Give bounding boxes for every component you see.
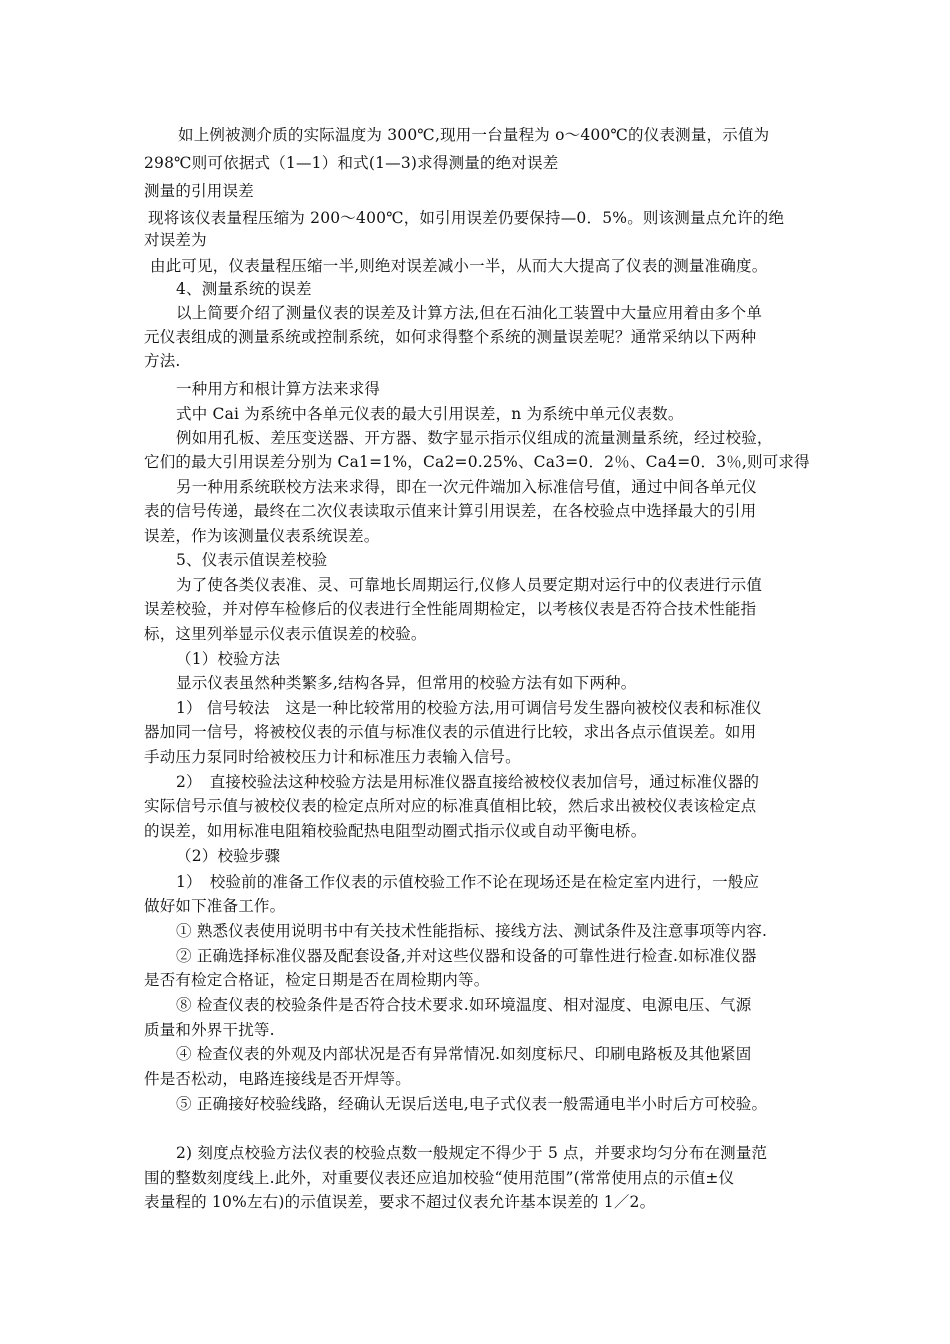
list-item: ④ 检查仪表的外观及内部状况是否有异常情况.如刻度标尺、印刷电路板及其他紧固: [176, 1045, 752, 1063]
paragraph-line: 由此可见，仪表量程压缩一半,则绝对误差减小一半，从而大大提高了仪表的测量准确度。: [150, 257, 768, 275]
paragraph-line: 器加同一信号，将被校仪表的示值与标准仪表的示值进行比较，求出各点示值误差。如用: [144, 723, 757, 741]
list-item: ⑤ 正确接好校验线路，经确认无误后送电,电子式仪表一般需通电半小时后方可校验。: [176, 1095, 768, 1113]
paragraph-line: 1） 校验前的准备工作仪表的示值校验工作不论在现场还是在检定室内进行，一般应: [176, 873, 760, 891]
paragraph-line: 2) 刻度点校验方法仪表的校验点数一般规定不得少于 5 点，并要求均匀分布在测量范: [176, 1144, 768, 1162]
list-item-continuation: 是否有检定合格证，检定日期是否在周检期内等。: [144, 971, 490, 989]
list-item-continuation: 件是否松动，电路连接线是否开焊等。: [144, 1070, 411, 1088]
paragraph-line: 表量程的 10%左右)的示值误差，要求不超过仪表允许基本误差的 1／2。: [144, 1193, 656, 1211]
paragraph-line: 方法.: [144, 352, 181, 370]
subsection-heading: （1）校验方法: [176, 650, 281, 668]
paragraph-line: 手动压力泵同时给被校压力计和标准压力表输入信号。: [144, 748, 521, 766]
list-item: ⑧ 检查仪表的校验条件是否符合技术要求.如环境温度、相对湿度、电源电压、气源: [176, 996, 752, 1014]
paragraph-line: 误差校验，并对停车检修后的仪表进行全性能周期检定，以考核仪表是否符合技术性能指: [144, 600, 757, 618]
paragraph-line: 测量的引用误差: [144, 182, 254, 200]
paragraph-line: 围的整数刻度线上.此外，对重要仪表还应追加校验“使用范围”(常常使用点的示值±仪: [144, 1169, 735, 1187]
paragraph-line: 它们的最大引用误差分别为 Ca1=1%，Ca2=0.25%、Ca3=0．2％、Ca4=0．3％,则可求得: [144, 453, 810, 471]
paragraph-line: 实际信号示值与被校仪表的检定点所对应的标准真值相比较，然后求出被校仪表该检定点: [144, 797, 757, 815]
paragraph-line: 元仪表组成的测量系统或控制系统，如何求得整个系统的测量误差呢？通常采纳以下两种: [144, 328, 757, 346]
paragraph-line: 表的信号传递，最终在二次仪表读取示值来计算引用误差，在各校验点中选择最大的引用: [144, 502, 757, 520]
paragraph-line: 误差，作为该测量仪表系统误差。: [144, 527, 380, 545]
paragraph-line: 做好如下准备工作。: [144, 897, 286, 915]
paragraph-line: 另一种用系统联校方法来求得，即在一次元件端加入标准信号值，通过中间各单元仪: [176, 478, 757, 496]
paragraph-line: 式中 Cai 为系统中各单元仪表的最大引用误差，n 为系统中单元仪表数。: [176, 405, 684, 423]
section-heading: 4、测量系统的误差: [176, 280, 312, 298]
paragraph-line: 为了使各类仪表准、灵、可靠地长周期运行,仪修人员要定期对运行中的仪表进行示值: [176, 576, 763, 594]
paragraph-line: 对误差为: [144, 231, 207, 249]
list-item: ② 正确选择标准仪器及配套设备,并对这些仪器和设备的可靠性进行检查.如标准仪器: [176, 947, 757, 965]
paragraph-line: 的误差，如用标准电阻箱校验配热电阻型动圈式指示仪或自动平衡电桥。: [144, 822, 647, 840]
paragraph-line: 显示仪表虽然种类繁多,结构各异，但常用的校验方法有如下两种。: [176, 674, 637, 692]
paragraph-line: 2） 直接校验法这种校验方法是用标准仪器直接给被校仪表加信号，通过标准仪器的: [176, 773, 760, 791]
section-heading: 5、仪表示值误差校验: [176, 551, 328, 569]
list-item-continuation: 质量和外界干扰等.: [144, 1021, 275, 1039]
list-item: ① 熟悉仪表使用说明书中有关技术性能指标、接线方法、测试条件及注意事项等内容.: [176, 922, 768, 940]
paragraph-line: 标，这里列举显示仪表示值误差的校验。: [144, 625, 427, 643]
paragraph-line: 298℃则可依据式（1—1）和式(1—3)求得测量的绝对误差: [144, 154, 559, 172]
subsection-heading: （2）校验步骤: [176, 847, 281, 865]
paragraph-line: 1） 信号较法 这是一种比较常用的校验方法,用可调信号发生器向被校仪表和标准仪: [176, 699, 762, 717]
paragraph-line: 现将该仪表量程压缩为 200～400℃，如引用误差仍要保持—0．5%。则该测量点允许的绝: [148, 209, 785, 227]
paragraph-line: 例如用孔板、差压变送器、开方器、数字显示指示仪组成的流量测量系统，经过校验，: [176, 429, 773, 447]
paragraph-line: 以上简要介绍了测量仪表的误差及计算方法,但在石油化工装置中大量应用着由多个单: [176, 304, 763, 322]
paragraph-line: 如上例被测介质的实际温度为 300℃,现用一台量程为 o～400℃的仪表测量，示值为: [178, 126, 770, 144]
paragraph-line: 一种用方和根计算方法来求得: [176, 380, 381, 398]
